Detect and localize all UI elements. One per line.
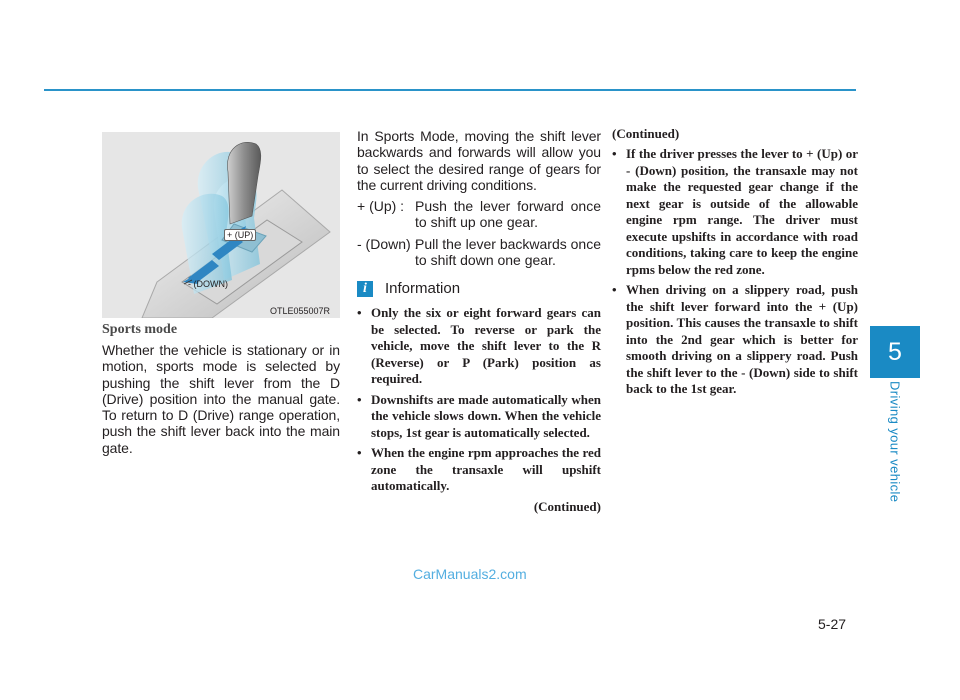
list-item: • If the driver presses the lever to + (Up) or - (Down) position, the transaxle may not make the requested gear change if the next gear is outside of the allowable engine rpm range. The driver must execute upshifts in accordance with road conditions, taking care to keep the engine rpms below the red zone.	[612, 146, 858, 277]
list-item: • Downshifts are made automatically when the vehicle slows down. When the vehicle stops, 1st gear is automatically selected.	[357, 391, 601, 440]
up-term: + (Up) :	[357, 198, 405, 215]
sports-mode-intro: In Sports Mode, moving the shift lever backwards and forwards will allow you to select the desired range of gears for the current driving conditions.	[357, 128, 601, 193]
chapter-title-text: Driving your vehicle	[887, 381, 903, 503]
up-description: Push the lever forward once to shift up one gear.	[415, 198, 601, 231]
header-rule	[44, 89, 856, 91]
down-term: - (Down) :	[357, 235, 419, 252]
right-column	[612, 126, 858, 402]
sports-mode-body: Whether the vehicle is stationary or in motion, sports mode is selected by pushing the shift lever from the D (Drive) position into the manual gate. To return to D (Drive) range operation, push the shift lever back into the main gate.	[102, 342, 340, 456]
list-item: • Only the six or eight forward gears can be selected. To reverse or park the vehicle, move the shift lever to the R (Reverse) or P (Park) position as required.	[357, 305, 601, 387]
shift-lever-illustration	[102, 132, 340, 318]
continued-label: (Continued)	[533, 498, 601, 514]
list-item: • When the engine rpm approaches the red zone the transaxle will upshift automatically.	[357, 445, 601, 494]
down-description: Pull the lever backwards once to shift down one gear.	[415, 235, 601, 269]
information-list-continued	[612, 146, 858, 398]
down-definition	[357, 236, 601, 269]
info-icon: i	[357, 281, 373, 297]
shift-lever-drawing	[102, 132, 340, 318]
continued-label-top: (Continued)	[612, 126, 680, 141]
chapter-number-tab	[870, 326, 920, 378]
information-header	[357, 280, 601, 297]
chapter-title	[868, 381, 922, 503]
figure-code: OTLE055007R	[270, 306, 331, 316]
up-definition	[357, 198, 601, 231]
sports-mode-heading: Sports mode	[102, 322, 178, 337]
page-number: 5-27	[818, 616, 847, 632]
information-list	[357, 305, 601, 495]
chapter-number: 5	[888, 337, 902, 366]
middle-column	[357, 128, 601, 515]
down-label: - (DOWN)	[188, 279, 228, 289]
list-item: • When driving on a slippery road, push the shift lever forward into the + (Up) position. This causes the transaxle to shift into the 2nd gear which is better for smooth driving on a slippery road. Push the shift lever to the - (Down) side to shift back to the 1st gear.	[612, 282, 858, 396]
watermark-link[interactable]: CarManuals2.com	[413, 566, 527, 582]
sports-mode-section	[102, 322, 340, 456]
information-title: Information	[385, 280, 461, 298]
up-label: + (UP)	[224, 229, 256, 241]
